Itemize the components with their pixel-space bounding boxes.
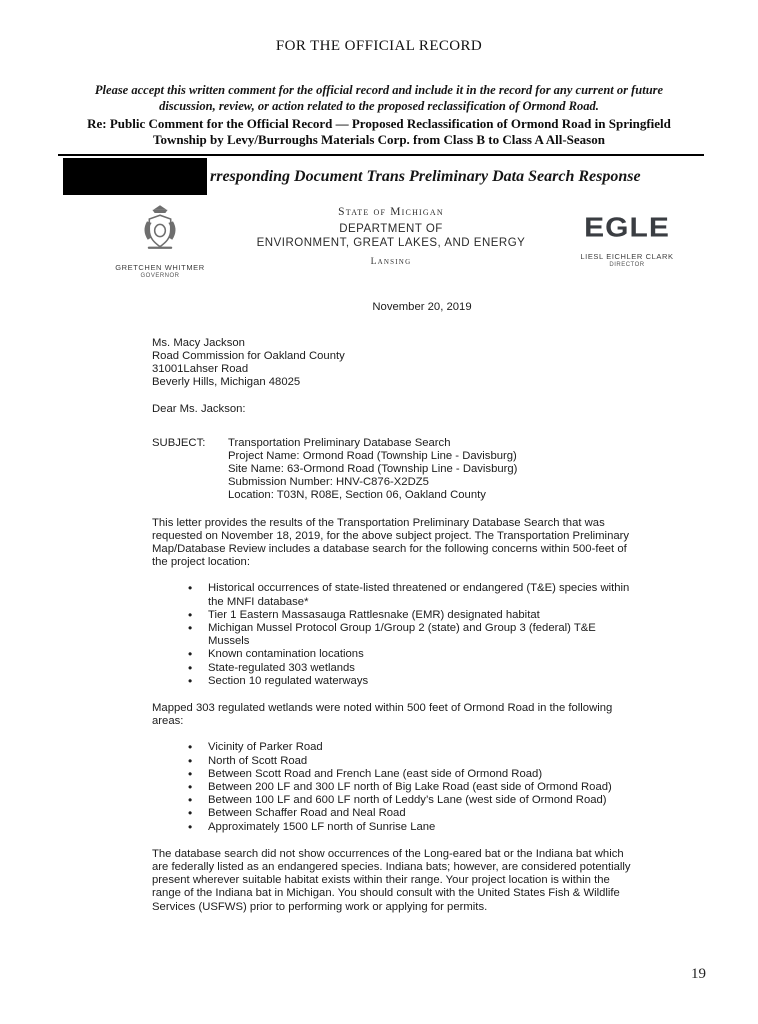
letterhead-governor-block (90, 203, 230, 279)
department-line-2: ENVIRONMENT, GREAT LAKES, AND ENERGY (256, 236, 526, 249)
recipient-address (152, 337, 634, 390)
subject-line: Submission Number: HNV-C876-X2DZ5 (228, 476, 429, 489)
michigan-state-seal-icon (137, 203, 183, 260)
governor-title: GOVERNOR (140, 272, 180, 279)
list-item: • Known contamination locations (152, 648, 634, 661)
subject-line: Transportation Preliminary Database Search (228, 436, 451, 449)
letterhead-department-block (230, 203, 552, 268)
re-subject-heading (0, 116, 758, 149)
subject-line: Site Name: 63-Ormond Road (Township Line - Davisburg) (228, 462, 518, 475)
recipient-org: Road Commission for Oakland County (152, 349, 345, 362)
state-of-michigan-label: State of Michigan (338, 205, 444, 218)
attachment-caption-row (63, 158, 758, 196)
record-title: FOR THE OFFICIAL RECORD (275, 38, 483, 54)
letter-date: November 20, 2019 (372, 300, 472, 313)
recipient-city: Beverly Hills, Michigan 48025 (152, 376, 301, 389)
paragraph-bats: The database search did not show occurrences of the Long-eared bat or the Indiana bat which are federally listed as an endangered species. Indiana bats; however, are considered potentially present wherever suitable habitat exists within their range. Your project location is within the range of the Indiana bat in Michigan. You should consult with the United States Fish & Wildlife Services (USFWS) prior to performing work or applying for permits. (152, 847, 631, 913)
recipient-name: Ms. Macy Jackson (152, 336, 245, 349)
letterhead-director-block (552, 203, 702, 268)
paragraph-intro: This letter provides the results of the Transportation Preliminary Database Search that was requested on November 18, 2019, for the above subject project. The Transportation Preliminary Map/Database Review includes a database search for the following concerns within 500-feet of the project location: (152, 516, 630, 569)
letter-body (152, 337, 634, 914)
director-title: DIRECTOR (609, 261, 645, 268)
notice-line-1: Please accept this written comment for the official record and include it in the record for any current or future (94, 83, 664, 97)
list-item: • Vicinity of Parker Road (152, 741, 634, 754)
attachment-caption: rresponding Document Trans Preliminary Data Search Response (210, 167, 641, 185)
wetland-areas-list (152, 741, 634, 833)
governor-name: GRETCHEN WHITMER (115, 262, 205, 272)
subject-label: SUBJECT: (152, 436, 206, 449)
list-item: • Between Schaffer Road and Neal Road (152, 807, 634, 820)
department-line-1: DEPARTMENT OF (339, 222, 443, 235)
list-item: • Section 10 regulated waterways (152, 675, 634, 688)
list-item: • Michigan Mussel Protocol Group 1/Group 2 (state) and Group 3 (federal) T&E Mussels (152, 622, 634, 648)
list-item: • State-regulated 303 wetlands (152, 662, 634, 675)
subject-line: Location: T03N, R08E, Section 06, Oakland County (228, 489, 486, 502)
list-item: • Tier 1 Eastern Massasauga Rattlesnake (EMR) designated habitat (152, 609, 634, 622)
salutation: Dear Ms. Jackson: (152, 403, 246, 416)
horizontal-rule (58, 154, 704, 156)
notice-line-2: discussion, review, or action related to the proposed reclassification of Ormond Road. (159, 99, 599, 113)
list-item: • Between Scott Road and French Lane (east side of Ormond Road) (152, 768, 634, 781)
lansing-label: Lansing (370, 257, 412, 268)
subject-block (152, 437, 634, 503)
redaction-box (63, 158, 207, 195)
letterhead (90, 203, 702, 279)
re-line-1: Re: Public Comment for the Official Record — Proposed Reclassification of Ormond Road in Springfield (87, 116, 671, 131)
director-name: LIESL EICHLER CLARK (580, 251, 674, 261)
subject-lines (228, 437, 517, 503)
list-item: • Approximately 1500 LF north of Sunrise Lane (152, 821, 634, 834)
record-notice (0, 82, 758, 114)
list-item: • North of Scott Road (152, 755, 634, 768)
list-item: • Historical occurrences of state-listed threatened or endangered (T&E) species within the MNFI database* (152, 582, 634, 608)
egle-logo: EGLE (584, 211, 670, 243)
page-number: 19 (691, 966, 706, 982)
recipient-street: 31001Lahser Road (152, 362, 249, 375)
subject-line: Project Name: Ormond Road (Township Line - Davisburg) (228, 449, 517, 462)
paragraph-wetlands: Mapped 303 regulated wetlands were noted within 500 feet of Ormond Road in the following areas: (152, 701, 613, 728)
list-item: • Between 200 LF and 300 LF north of Big Lake Road (east side of Ormond Road) (152, 781, 634, 794)
list-item: • Between 100 LF and 600 LF north of Leddy’s Lane (west side of Ormond Road) (152, 794, 634, 807)
re-line-2: Township by Levy/Burroughs Materials Corp. from Class B to Class A All-Season (153, 132, 605, 148)
concerns-list (152, 582, 634, 688)
